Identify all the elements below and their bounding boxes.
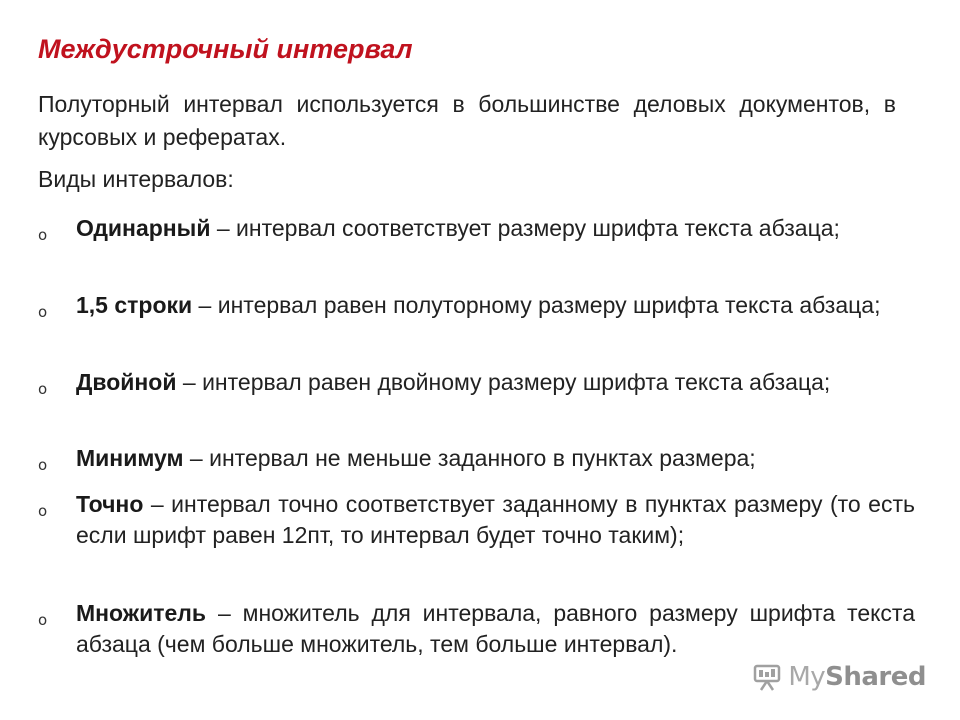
- list-item-single: [38, 213, 915, 244]
- myshared-watermark: [752, 662, 926, 692]
- item-term: Двойной: [76, 369, 177, 395]
- watermark-my: My: [788, 662, 826, 692]
- list-item-one-and-half: [38, 290, 915, 321]
- list-item-multiplier: [38, 598, 915, 660]
- item-description: – интервал не меньше заданного в пунктах размера;: [183, 445, 756, 471]
- item-term: Одинарный: [76, 215, 211, 241]
- presentation-board-icon: [752, 662, 782, 692]
- item-term: Множитель: [76, 600, 207, 626]
- intro-paragraph: Полуторный интервал используется в большинстве деловых документов, в курсовых и рефератах.: [38, 91, 896, 150]
- item-term: Точно: [76, 491, 144, 517]
- item-description: – интервал точно соответствует заданному в пунктах размеру (то есть если шрифт равен 12пт, то интервал будет точно таким);: [76, 491, 915, 548]
- bullet-icon: o: [38, 303, 48, 321]
- kinds-heading: Виды интервалов:: [38, 166, 234, 192]
- item-description: – интервал соответствует размеру шрифта текста абзаца;: [210, 215, 840, 241]
- bullet-icon: o: [38, 502, 48, 520]
- bullet-icon: o: [38, 226, 48, 244]
- item-description: – интервал равен полуторному размеру шрифта текста абзаца;: [192, 292, 881, 318]
- list-item-minimum: [38, 443, 915, 474]
- list-item-exact: [38, 489, 915, 551]
- bullet-icon: o: [38, 456, 48, 474]
- item-term: Минимум: [76, 445, 184, 471]
- watermark-shared: Shared: [825, 662, 926, 692]
- item-description: – интервал равен двойному размеру шрифта текста абзаца;: [176, 369, 831, 395]
- bullet-icon: o: [38, 380, 48, 398]
- item-description: – множитель для интервала, равного размеру шрифта текста абзаца (чем больше множитель, тем больше интервал).: [76, 600, 915, 657]
- item-term: 1,5 строки: [76, 292, 193, 318]
- page-title: Междустрочный интервал: [38, 34, 413, 64]
- list-item-double: [38, 367, 915, 398]
- bullet-icon: o: [38, 611, 48, 629]
